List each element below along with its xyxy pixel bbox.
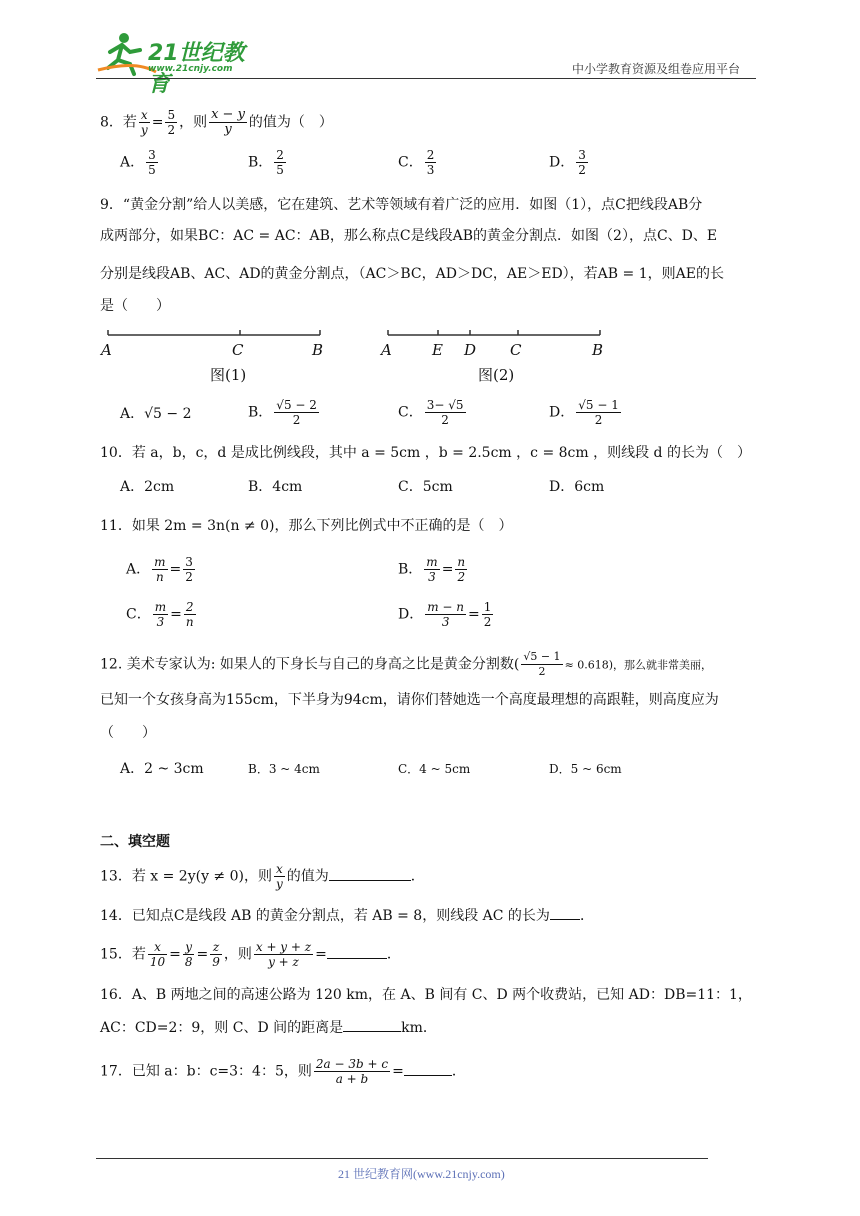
answer-blank-13[interactable] — [329, 866, 411, 881]
footer-rule — [96, 1158, 708, 1159]
section-title-fill-in: 二、填空题 — [100, 834, 170, 850]
q9-option-d[interactable]: D． $\frac{√5 - 1}{2}$ — [549, 398, 619, 427]
q10-option-b[interactable]: B．4cm — [248, 479, 303, 495]
q11-option-d[interactable]: D． $\frac{m - n}{3}$ = $\frac{1}{2}$ — [398, 600, 492, 629]
question-12-line-1: 12. 美术专家认为: 如果人的下身长与自己的身高之比是黄金分割数( $\frac{√5 - 1}{2}$ ≈ 0.618)，那么就非常美丽， — [100, 650, 713, 678]
question-17: 17．已知 a：b：c=3：4：5，则 $\frac{2a - 3b + c}{a + b}$ = ． — [100, 1057, 466, 1086]
fig2-caption: 图(2) — [478, 366, 515, 384]
answer-blank-15[interactable] — [327, 944, 387, 959]
question-10: 10．若 a，b，c，d 是成比例线段，其中 a = 5cm ，b = 2.5cm ，c = 8cm ，则线段 d 的长为（ ） — [100, 445, 751, 461]
question-16-line-1: 16．A、B 两地之间的高速公路为 120 km，在 A、B 间有 C、D 两个收费站，已知 AD：DB=11：1， — [100, 987, 752, 1003]
q11-option-b[interactable]: B． $\frac{m}{3}$ = $\frac{n}{2}$ — [398, 555, 466, 584]
question-8: 8．若 $\frac{x}{y}$ = $\frac{5}{2}$ ，则 $\frac{x - y}{y}$ 的值为（ ） — [100, 107, 333, 137]
fig2-label-c: C — [510, 341, 522, 359]
fig1-label-c: C — [232, 341, 244, 359]
q8-option-a[interactable]: A． $\frac{3}{5}$ — [120, 148, 156, 177]
question-15: 15．若 $\frac{x}{10}$ = $\frac{y}{8}$ = $\frac{z}{9}$ ，则 $\frac{x + y + z}{y + z}$ = ． — [100, 940, 401, 969]
q12-option-c[interactable]: C．4 ~ 5cm — [398, 762, 471, 776]
answer-blank-14[interactable] — [550, 905, 580, 920]
q12-option-b[interactable]: B．3 ~ 4cm — [248, 762, 320, 776]
question-14: 14．已知点C是线段 AB 的黄金分割点，若 AB = 8，则线段 AC 的长为 ． — [100, 905, 594, 926]
q11-option-c[interactable]: C． $\frac{m}{3}$ = $\frac{2}{n}$ — [126, 600, 194, 629]
answer-blank-16[interactable] — [343, 1017, 401, 1032]
question-12-line-3: （ ） — [100, 725, 156, 741]
question-9-line-2: 成两部分，如果BC：AC = AC：AB，那么称点C是线段AB的黄金分割点．如图（2），点C、D、E — [100, 228, 718, 244]
q9-option-c[interactable]: C． $\frac{3- √5}{2}$ — [398, 398, 464, 427]
answer-blank-17[interactable] — [404, 1061, 452, 1076]
q9-option-b[interactable]: B． $\frac{√5 - 2}{2}$ — [248, 398, 317, 427]
logo-text: 21世纪教育 — [148, 41, 245, 97]
question-11: 11．如果 2m = 3n(n ≠ 0)，那么下列比例式中不正确的是（ ） — [100, 518, 513, 534]
fig1-caption: 图(1) — [210, 366, 247, 384]
logo-url: www.21cnjy.com — [148, 64, 233, 74]
q12-option-d[interactable]: D．5 ~ 6cm — [549, 762, 622, 776]
q11-option-a[interactable]: A． $\frac{m}{n}$ = $\frac{3}{2}$ — [126, 555, 193, 584]
fig1-label-a: A — [101, 341, 112, 359]
footer-text[interactable]: 21 世纪教育网(www.21cnjy.com) — [338, 1167, 505, 1181]
fig2-label-d: D — [464, 341, 477, 359]
q8-option-b[interactable]: B． $\frac{2}{5}$ — [248, 148, 284, 177]
fig2-label-b: B — [592, 341, 604, 359]
q10-option-a[interactable]: A．2cm — [120, 479, 175, 495]
header-rule — [96, 78, 756, 79]
question-13: 13．若 x = 2y(y ≠ 0)，则 $\frac{x}{y}$ 的值为 ． — [100, 862, 425, 891]
question-9-line-3: 分别是线段AB、AC、AD的黄金分割点，（AC＞BC，AD＞DC，AE＞ED），若AB = 1，则AE的长 — [100, 266, 724, 282]
fig2-label-a: A — [381, 341, 392, 359]
q10-option-d[interactable]: D．6cm — [549, 479, 605, 495]
question-9-line-1: 9．“黄金分割”给人以美感，它在建筑、艺术等领域有着广泛的应用．如图（1），点C把线段AB分 — [100, 197, 703, 213]
question-9-line-4: 是（ ） — [100, 298, 170, 314]
question-16-line-2: AC：CD=2：9，则 C、D 间的距离是 km． — [100, 1017, 437, 1038]
q8-option-d[interactable]: D． $\frac{3}{2}$ — [549, 148, 586, 177]
q12-option-a[interactable]: A．2 ~ 3cm — [120, 761, 204, 777]
q9-option-a[interactable]: A．√5 − 2 — [120, 406, 192, 422]
fig2-label-e: E — [432, 341, 443, 359]
header-platform-text: 中小学教育资源及组卷应用平台 — [572, 62, 741, 76]
fig1-label-b: B — [312, 341, 324, 359]
question-12-line-2: 已知一个女孩身高为155cm，下半身为94cm，请你们替她选一个高度最理想的高跟鞋，则高度应为 — [100, 692, 719, 708]
q8-option-c[interactable]: C． $\frac{2}{3}$ — [398, 148, 435, 177]
header-logo — [96, 30, 266, 97]
q10-option-c[interactable]: C．5cm — [398, 479, 453, 495]
